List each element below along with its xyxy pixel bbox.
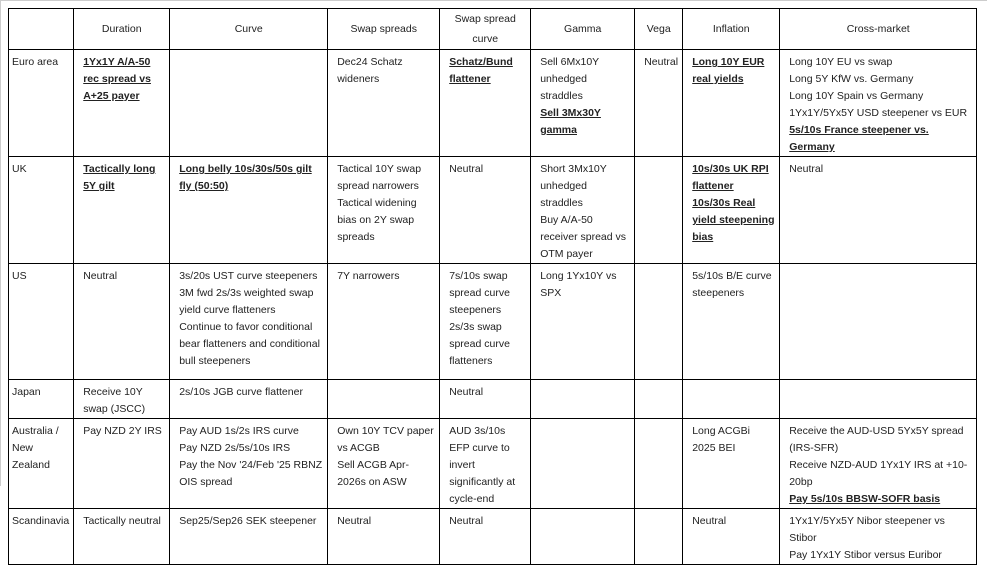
row-label: Euro area xyxy=(9,50,74,157)
table-cell xyxy=(440,419,531,509)
trade-idea: Schatz/Bund flattener xyxy=(449,56,513,85)
trade-idea: Own 10Y TCV paper vs ACGB xyxy=(337,425,434,454)
table-cell xyxy=(328,380,440,419)
trade-idea: 10s/30s Real yield steepening bias xyxy=(692,197,775,243)
trade-recommendations-table xyxy=(8,8,977,565)
trade-idea: 3s/20s UST curve steepeners xyxy=(179,270,318,282)
table-cell xyxy=(635,419,683,509)
column-header: Cross-market xyxy=(780,9,977,50)
table-cell xyxy=(635,509,683,565)
row-label: Scandinavia xyxy=(9,509,74,565)
column-header: Gamma xyxy=(531,9,635,50)
table-cell xyxy=(74,509,170,565)
trade-idea: Pay 1Yx1Y Stibor versus Euribor xyxy=(789,549,942,561)
table-cell xyxy=(74,380,170,419)
row-label: US xyxy=(9,264,74,380)
table-cell xyxy=(328,157,440,264)
header-row xyxy=(9,9,977,50)
trade-idea: Long 10Y EUR real yields xyxy=(692,56,765,85)
trade-idea: Neutral xyxy=(449,386,484,398)
table-cell xyxy=(635,157,683,264)
table-cell xyxy=(635,264,683,380)
trade-idea: 7s/10s swap spread curve steepeners xyxy=(449,270,510,316)
table-cell xyxy=(440,509,531,565)
row-label: Australia / New Zealand xyxy=(9,419,74,509)
table-cell xyxy=(780,50,977,157)
table-cell xyxy=(531,50,635,157)
trade-idea: AUD 3s/10s EFP curve to invert significantly at cycle-end xyxy=(449,425,516,505)
trade-idea: Long 1Yx10Y vs SPX xyxy=(540,270,617,299)
trade-idea: 2s/3s swap spread curve flatteners xyxy=(449,321,510,367)
table-cell xyxy=(683,380,780,419)
trade-idea: 1Yx1Y A/A-50 rec spread vs A+25 payer xyxy=(83,56,151,102)
trade-idea: Long 10Y Spain vs Germany xyxy=(789,90,924,102)
trade-idea: Pay NZD 2Y IRS xyxy=(83,425,162,437)
table-cell xyxy=(440,157,531,264)
table-cell xyxy=(683,50,780,157)
trade-idea: Tactical widening bias on 2Y swap spreads xyxy=(337,197,417,243)
trade-idea: Long ACGBi 2025 BEI xyxy=(692,425,751,454)
trade-idea: 5s/10s B/E curve steepeners xyxy=(692,270,772,299)
table-cell xyxy=(635,380,683,419)
trade-idea: Continue to favor conditional bear flatteners and conditional bull steepeners xyxy=(179,321,320,367)
trade-idea: Tactical 10Y swap spread narrowers xyxy=(337,163,422,192)
trade-idea: Receive the AUD-USD 5Yx5Y spread (IRS-SFR) xyxy=(789,425,964,454)
table-row xyxy=(9,509,977,565)
trade-idea: Sell ACGB Apr-2026s on ASW xyxy=(337,459,409,488)
column-header: Curve xyxy=(170,9,328,50)
column-header: Vega xyxy=(635,9,683,50)
table-cell xyxy=(74,157,170,264)
table-cell xyxy=(170,419,328,509)
trade-idea: Neutral xyxy=(692,515,727,527)
trade-idea: Receive 10Y swap (JSCC) xyxy=(83,386,146,415)
trade-idea: Dec24 Schatz wideners xyxy=(337,56,403,85)
trade-idea: Pay the Nov '24/Feb '25 RBNZ OIS spread xyxy=(179,459,323,488)
trade-idea: Long 10Y EU vs swap xyxy=(789,56,893,68)
trade-idea: Neutral xyxy=(337,515,372,527)
table-cell xyxy=(531,419,635,509)
trade-idea: Sell 3Mx30Y gamma xyxy=(540,107,601,136)
table-cell xyxy=(683,157,780,264)
table-cell xyxy=(780,419,977,509)
trade-idea: Sell 6Mx10Y unhedged straddles xyxy=(540,56,599,102)
table-cell xyxy=(635,50,683,157)
trade-idea: Neutral xyxy=(449,163,484,175)
column-header: Swap spread curve xyxy=(440,9,531,50)
column-header: Inflation xyxy=(683,9,780,50)
table-cell xyxy=(74,419,170,509)
table-cell xyxy=(683,264,780,380)
table-cell xyxy=(531,380,635,419)
table-cell xyxy=(780,509,977,565)
table-cell xyxy=(328,50,440,157)
table-cell xyxy=(328,419,440,509)
table-row xyxy=(9,380,977,419)
table-cell xyxy=(440,50,531,157)
trade-idea: 5s/10s France steepener vs. Germany xyxy=(789,124,929,153)
trade-idea: 1Yx1Y/5Yx5Y USD steepener vs EUR xyxy=(789,107,968,119)
trade-idea: Pay NZD 2s/5s/10s IRS xyxy=(179,442,291,454)
trade-idea: 7Y narrowers xyxy=(337,270,400,282)
trade-idea: Long belly 10s/30s/50s gilt fly (50:50) xyxy=(179,163,312,192)
table-cell xyxy=(328,264,440,380)
table-cell xyxy=(780,264,977,380)
trade-idea: Tactically neutral xyxy=(83,515,161,527)
trade-idea: Long 5Y KfW vs. Germany xyxy=(789,73,914,85)
column-header: Duration xyxy=(74,9,170,50)
trade-idea: Pay 5s/10s BBSW-SOFR basis xyxy=(789,493,941,505)
row-label: Japan xyxy=(9,380,74,419)
trade-idea: Short 3Mx10Y unhedged straddles xyxy=(540,163,607,209)
table-cell xyxy=(440,380,531,419)
table-cell xyxy=(780,157,977,264)
table-cell xyxy=(170,380,328,419)
page-border-top xyxy=(0,0,987,1)
page-border-left xyxy=(0,0,1,486)
table-cell xyxy=(170,50,328,157)
column-header xyxy=(9,9,74,50)
trade-idea: 1Yx1Y/5Yx5Y Nibor steepener vs Stibor xyxy=(789,515,945,544)
trade-idea: Neutral xyxy=(644,56,679,68)
trade-idea: Neutral xyxy=(789,163,824,175)
table-cell xyxy=(170,157,328,264)
row-label: UK xyxy=(9,157,74,264)
table-cell xyxy=(440,264,531,380)
trade-idea: 2s/10s JGB curve flattener xyxy=(179,386,303,398)
table-cell xyxy=(531,509,635,565)
trade-idea: 10s/30s UK RPI flattener xyxy=(692,163,769,192)
table-cell xyxy=(531,157,635,264)
table-cell xyxy=(170,264,328,380)
table-cell xyxy=(328,509,440,565)
table-cell xyxy=(74,264,170,380)
table-cell xyxy=(170,509,328,565)
table-row xyxy=(9,419,977,509)
table-cell xyxy=(780,380,977,419)
table-row xyxy=(9,264,977,380)
trade-idea: Pay AUD 1s/2s IRS curve xyxy=(179,425,299,437)
trade-idea: Receive NZD-AUD 1Yx1Y IRS at +10-20bp xyxy=(789,459,968,488)
table-row xyxy=(9,157,977,264)
column-header: Swap spreads xyxy=(328,9,440,50)
trade-idea: Neutral xyxy=(83,270,118,282)
table-cell xyxy=(74,50,170,157)
table-cell xyxy=(683,419,780,509)
trade-idea: Buy A/A-50 receiver spread vs OTM payer xyxy=(540,214,627,260)
table-cell xyxy=(683,509,780,565)
table-cell xyxy=(531,264,635,380)
trade-idea: Tactically long 5Y gilt xyxy=(83,163,156,192)
trade-idea: Sep25/Sep26 SEK steepener xyxy=(179,515,317,527)
trade-idea: Neutral xyxy=(449,515,484,527)
table-row xyxy=(9,50,977,157)
trade-idea: 3M fwd 2s/3s weighted swap yield curve flatteners xyxy=(179,287,314,316)
